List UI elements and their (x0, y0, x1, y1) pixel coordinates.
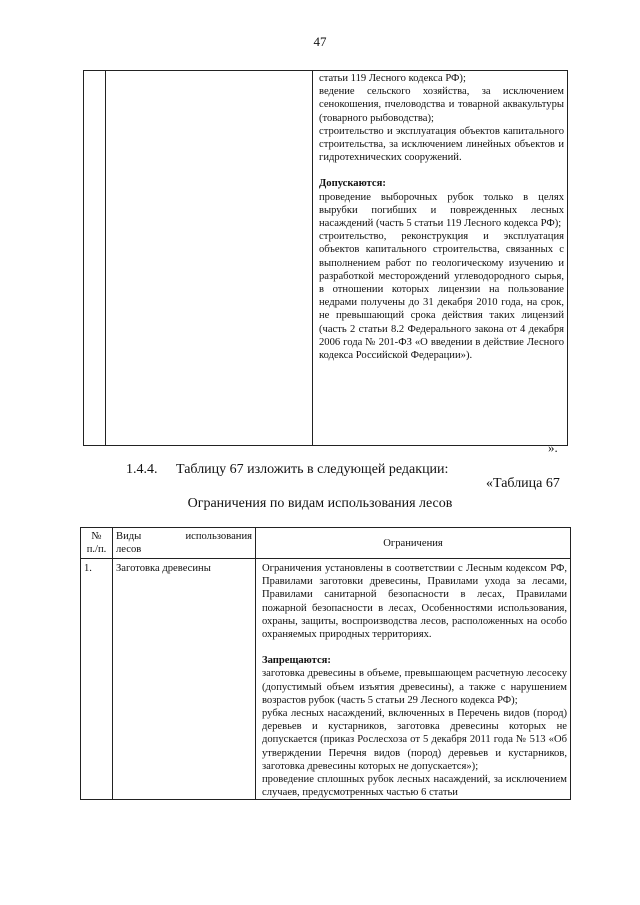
restriction-line: строительство и эксплуатация объектов капитального строительства, за исключением линейных объектов и гидротехнических сооружений. (319, 125, 564, 164)
prohibited-heading: Запрещаются: (262, 655, 331, 667)
paragraph-number: 1.4.4. (126, 462, 158, 477)
header-kind-line: лесов (116, 544, 142, 555)
end-quote: ». (548, 440, 558, 455)
header-number (81, 528, 113, 559)
restriction-line: ведение сельского хозяйства, за исключением сенокошения, пчеловодства и товарной аквакультуры (товарного рыбоводства); (319, 86, 564, 124)
row-number: 1. (81, 559, 113, 800)
header-kind-word: использования (185, 531, 252, 542)
allowed-heading: Допускаются: (319, 178, 386, 190)
restriction-line: статьи 119 Лесного кодекса РФ); (319, 73, 466, 84)
table-title: Ограничения по видам использования лесов (187, 496, 453, 511)
paragraph-heading (126, 462, 448, 478)
restrictions-cell (313, 71, 568, 446)
table-caption: «Таблица 67 (486, 476, 560, 491)
kind-cell (106, 71, 313, 446)
header-number-line: п./п. (86, 544, 107, 555)
continuation-table (83, 70, 568, 446)
prohibited-item: заготовка древесины в объеме, превышающем расчетную лесосеку (допустимый объем изъятия древесины), а также с нарушением возрастов рубок (часть 5 статьи 29 Лесного кодекса РФ); (262, 668, 567, 706)
row-kind: Заготовка древесины (113, 559, 256, 800)
header-kind (113, 528, 256, 559)
header-kind-word: Виды (116, 531, 142, 542)
header-number-line: № (91, 531, 102, 542)
number-cell (84, 71, 106, 446)
paragraph-text: Таблицу 67 изложить в следующей редакции: (176, 462, 449, 477)
table-header-row (81, 528, 571, 559)
restriction-intro: Ограничения установлены в соответствии с Лесным кодексом РФ, Правилами заготовки древесины, Правилами ухода за лесами, Правилами санитарной безопасности в лесах, Правилами пожарной безопасности в лесах, Особенностями использования, охраны, защиты, воспроизводства лесов, расположенных на особо охраняемых природных территориях. (262, 563, 567, 641)
allowed-item: проведение выборочных рубок только в целях вырубки погибших и поврежденных лесных насаждений (часть 5 статьи 119 Лесного кодекса РФ); (319, 191, 564, 230)
prohibited-item: рубка лесных насаждений, включенных в Перечень видов (пород) деревьев и кустарников, заготовка древесины которых не допускается (приказ Рослесхоза от 5 декабря 2011 года № 513 «Об утверждении Перечня видов (пород) деревьев и кустарников, заготовка древесины которых не допускается»); (262, 708, 567, 772)
restrictions-table (80, 527, 571, 800)
table-row (81, 559, 571, 800)
header-restrictions: Ограничения (256, 528, 571, 559)
prohibited-item: проведение сплошных рубок лесных насаждений, за исключением случаев, предусмотренных частью 6 статьи (262, 774, 567, 799)
allowed-item: строительство, реконструкция и эксплуатация объектов капитального строительства, связанных с выполнением работ по геологическому изучению и разработкой месторождений углеводородного сырья, в отношении которых лицензии на пользование недрами получены до 31 декабря 2010 года, на срок, не превышающий срока действия таких лицензий (часть 2 статьи 8.2 Федерального закона от 4 декабря 2006 года № 201-ФЗ «О введении в действие Лесного кодекса Российской Федерации»). (319, 231, 564, 362)
row-restrictions (256, 559, 571, 800)
page-number: 47 (313, 34, 327, 49)
